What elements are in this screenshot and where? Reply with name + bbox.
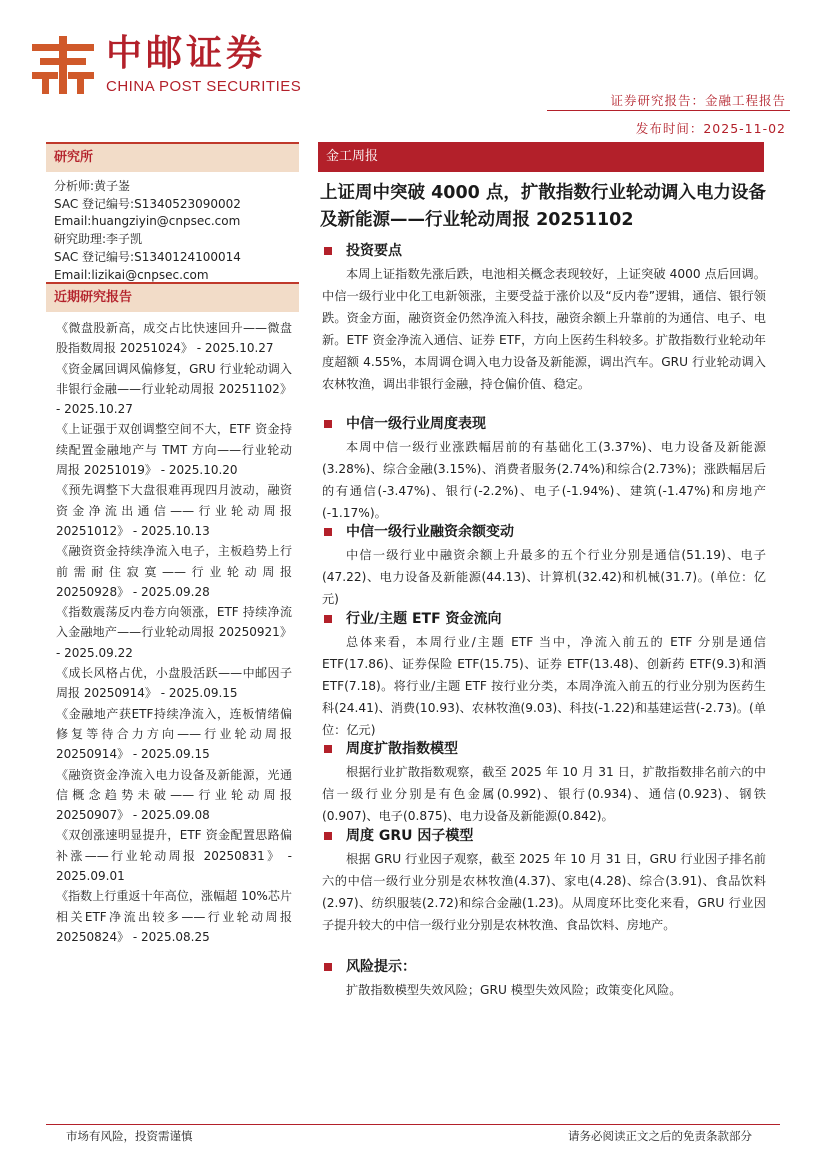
section-heading: 中信一级行业融资余额变动	[346, 524, 514, 540]
recent-report-item[interactable]: 《指数上行重返十年高位，涨幅超 10%芯片相关ETF净流出较多——行业轮动周报 20250824》 - 2025.08.25	[56, 889, 292, 944]
recent-report-item[interactable]: 《融资资金持续净流入电子，主板趋势上行前需耐住寂寞——行业轮动周报 20250928》 - 2025.09.28	[56, 544, 292, 599]
section-body: 本周中信一级行业涨跌幅居前的有基础化工(3.37%)、电力设备及新能源(3.28%)、综合金融(3.15%)、消费者服务(2.74%)和综合(2.73%)；涨跌幅居后的有通信(-3.47%)、银行(-2.2%)、电子(-1.94%)、建筑(-1.47%)和房地产(-1.17%)。	[322, 440, 766, 520]
research-heading: 研究所	[46, 142, 299, 172]
recent-reports-list	[56, 318, 292, 947]
recent-reports-heading: 近期研究报告	[46, 282, 299, 312]
analyst-line[interactable]: Email:huangziyin@cnpsec.com	[54, 214, 241, 229]
section-body: 根据行业扩散指数观察，截至 2025 年 10 月 31 日，扩散指数排名前六的中信一级行业分别是有色金属(0.992)、银行(0.934)、通信(0.923)、钢铁(0.907)、电子(0.875)、电力设备及新能源(0.842)。	[322, 765, 766, 823]
china-post-logo-icon	[28, 34, 98, 96]
section-etf-fund-flows	[322, 609, 766, 741]
footer-disclaimer-note: 请务必阅读正文之后的免责条款部分	[568, 1129, 752, 1143]
square-bullet-icon	[324, 528, 332, 536]
footer-divider	[46, 1124, 780, 1125]
section-body: 根据 GRU 行业因子观察，截至 2025 年 10 月 31 日，GRU 行业因子排名前六的中信一级行业分别是农林牧渔(4.37)、家电(4.28)、综合(3.91)、食品饮料(2.97)、纺织服装(2.72)和综合金融(1.23)。从周度环比变化来看，GRU 行业因子提升较大的中信一级行业分别是农林牧渔、食品饮料、房地产。	[322, 852, 766, 932]
analyst-line: 分析师:黄子崟	[54, 179, 131, 193]
section-heading: 周度扩散指数模型	[346, 741, 458, 757]
footer-risk-note: 市场有风险，投资需谨慎	[66, 1129, 193, 1143]
section-gru-factor-model	[322, 826, 766, 936]
report-title: 上证周中突破 4000 点，扩散指数行业轮动调入电力设备及新能源——行业轮动周报 20251102	[320, 183, 766, 230]
section-risk-warning	[322, 957, 766, 1001]
recent-report-item[interactable]: 《金融地产获ETF持续净流入，连板情绪偏修复等待合力方向——行业轮动周报 20250914》 - 2025.09.15	[56, 706, 292, 762]
section-body: 本周上证指数先涨后跌，电池相关概念表现较好，上证突破 4000 点后回调。中信一级行业中化工电新领涨，主要受益于涨价以及“反内卷”逻辑，通信、银行领跌。资金方面，融资资金仍然净流入科技，融资余额上升靠前的为通信、电子、电新。ETF 资金净流入通信、证券 ETF，方向上医药生科较多。扩散指数行业轮动年度超额 4.55%，本周调仓调入电力设备及新能源，调出汽车。GRU 行业轮动调入农林牧渔，调出非银行金融，持仓偏价值、稳定。	[322, 267, 766, 391]
recent-report-item[interactable]: 《微盘股新高，成交占比快速回升——微盘股指数周报 20251024》 - 2025.10.27	[56, 321, 292, 356]
section-body: 中信一级行业中融资余额上升最多的五个行业分别是通信(51.19)、电子(47.22)、电力设备及新能源(44.13)、计算机(32.42)和机械(31.7)。(单位：亿元)	[322, 548, 766, 606]
header-divider	[547, 110, 790, 111]
section-body: 扩散指数模型失效风险；GRU 模型失效风险；政策变化风险。	[346, 983, 682, 997]
recent-report-item[interactable]: 《双创涨速明显提升，ETF 资金配置思路偏补涨——行业轮动周报 20250831》 - 2025.09.01	[56, 828, 292, 884]
square-bullet-icon	[324, 247, 332, 255]
recent-report-item[interactable]: 《融资资金净流入电力设备及新能源，光通信概念趋势未破——行业轮动周报 20250907》 - 2025.09.08	[56, 767, 292, 823]
recent-report-item[interactable]: 《上证强于双创调整空间不大，ETF 资金持续配置金融地产与 TMT 方向——行业轮动周报 20251019》 - 2025.10.20	[56, 422, 292, 478]
section-investment-highlights	[322, 241, 766, 395]
square-bullet-icon	[324, 745, 332, 753]
section-industry-weekly-performance	[322, 414, 766, 524]
report-tag: 金工周报	[318, 142, 764, 172]
analyst-line: 研究助理:李子凯	[54, 232, 143, 247]
square-bullet-icon	[324, 832, 332, 840]
publish-date: 发布时间：2025-11-02	[635, 121, 786, 136]
report-type: 证券研究报告：金融工程报告	[610, 93, 786, 108]
section-heading: 风险提示：	[346, 959, 416, 975]
recent-report-item[interactable]: 《指数震荡反内卷方向领涨，ETF 持续净流入金融地产——行业轮动周报 20250921》 - 2025.09.22	[56, 605, 292, 660]
square-bullet-icon	[324, 963, 332, 971]
recent-report-item[interactable]: 《成长风格占优，小盘股活跃——中邮因子周报 20250914》 - 2025.09.15	[56, 666, 292, 701]
section-body: 总体来看，本周行业/主题 ETF 当中，净流入前五的 ETF 分别是通信 ETF(17.86)、证券保险 ETF(15.75)、证券 ETF(13.48)、创新药 ETF(9.3)和酒 ETF(7.18)。将行业/主题 ETF 按行业分类，本周净流入前五的行业分别为医药生科(24.41)、消费(10.93)、农林牧渔(9.03)、科技(-1.22)和基建运营(-2.73)。(单位：亿元)	[322, 635, 766, 737]
brand-name-en: CHINA POST SECURITIES	[106, 78, 302, 95]
square-bullet-icon	[324, 615, 332, 623]
analyst-line: SAC 登记编号:S1340124100014	[54, 249, 241, 264]
recent-report-item[interactable]: 《资金属回调风偏修复，GRU 行业轮动调入非银行金融——行业轮动周报 20251102》 - 2025.10.27	[56, 361, 292, 417]
section-margin-balance-change	[322, 522, 766, 610]
analyst-line[interactable]: Email:lizikai@cnpsec.com	[54, 267, 209, 282]
section-heading: 中信一级行业周度表现	[346, 416, 486, 432]
section-heading: 行业/主题 ETF 资金流向	[346, 611, 502, 627]
section-heading: 周度 GRU 因子模型	[346, 828, 474, 844]
section-heading: 投资要点	[346, 243, 402, 259]
section-diffusion-index-model	[322, 739, 766, 827]
brand-name-cn: 中邮证券	[106, 33, 267, 74]
square-bullet-icon	[324, 420, 332, 428]
analyst-line: SAC 登记编号:S1340523090002	[54, 196, 241, 211]
recent-report-item[interactable]: 《预先调整下大盘很难再现四月波动，融资资金净流出通信——行业轮动周报 20251012》 - 2025.10.13	[56, 483, 292, 538]
analyst-info	[54, 178, 241, 284]
